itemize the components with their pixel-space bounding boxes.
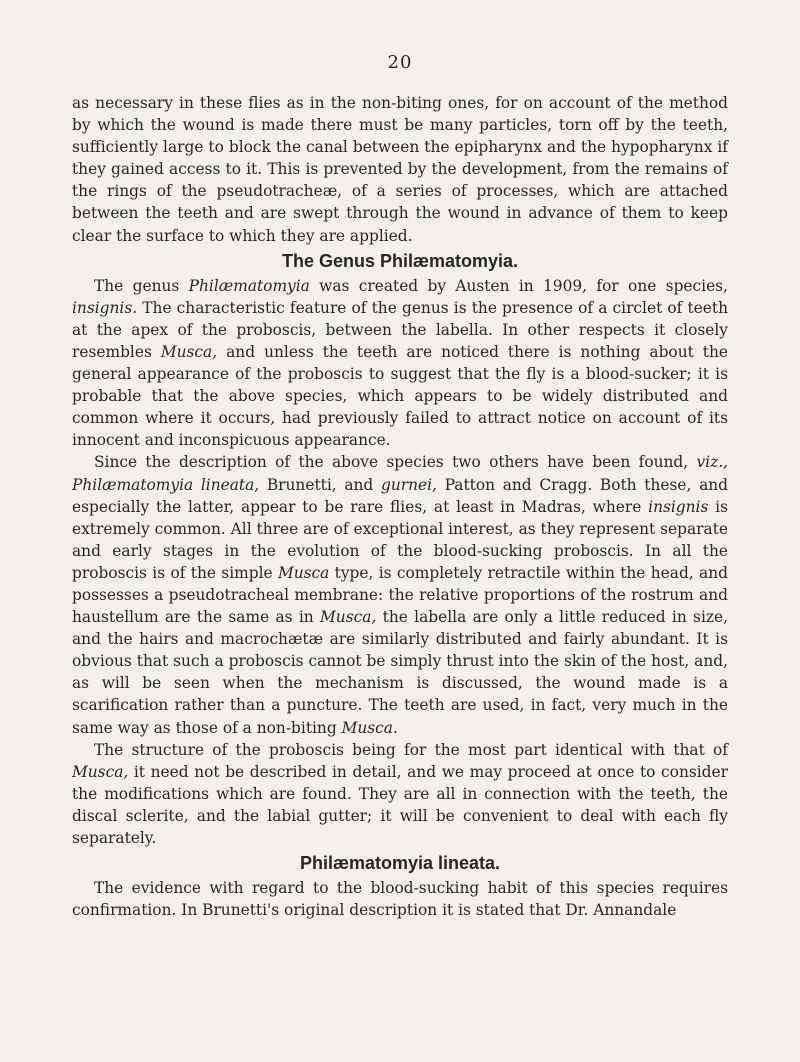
italic-genus-name: Musca,	[160, 342, 218, 361]
text-run: and unless the teeth are noticed there is nothing about the general appearance of the proboscis to suggest that the fly is a blood-sucker; it is probable that the above species, which appears to be widely distributed and common where it occurs, had previously failed to attract notice on account of its innocent and inconspicuous appearance.	[72, 342, 728, 450]
italic-genus-name: Musca.	[341, 718, 398, 737]
italic-species-name: insignis.	[72, 298, 138, 317]
text-run: Patton and Cragg. Both these, and especially the latter, appear to be rare flies, at least in Madras, where	[72, 475, 729, 516]
italic-genus-name: Philæmatomyia	[188, 276, 310, 295]
italic-genus-name: Musca,	[320, 608, 377, 627]
paragraph-continued: as necessary in these flies as in the non-biting ones, for on account of the method by which the wound is made there must be many particles, torn off by the teeth, sufficiently large to block the canal between the epipharynx and the hypopharynx if they gained access to it. This is prevented by the development, from the remains of the rings of the pseudotracheæ, of a series of processes, which are attached between the teeth and are swept through the wound in advance of them to keep clear the surface to which they are applied.	[72, 94, 728, 245]
paragraph-structure	[72, 739, 728, 849]
italic-species-name: insignis	[648, 497, 709, 516]
body-text	[72, 92, 728, 921]
text-run: is extremely common. All three are of exceptional interest, as they represent separate and early stages in the evolution of the blood-sucking proboscis. In all the proboscis is of the simple	[72, 497, 729, 582]
italic-species-name: Philæmatomyia lineata,	[72, 475, 260, 494]
paragraph-genus-intro	[72, 275, 728, 452]
italic-species-name: gurnei,	[380, 475, 437, 494]
text-run: The genus	[94, 276, 189, 295]
text-run: The characteristic feature of the genus is the presence of a circlet of teeth at the apex of the proboscis, between the labella. In other respects it closely resembles	[72, 298, 728, 361]
paragraph-lineata: The evidence with regard to the blood-sucking habit of this species requires confirmation. In Brunetti's original description it is stated that Dr. Annandale	[72, 879, 728, 920]
section-heading-genus: The Genus Philæmatomyia.	[281, 250, 519, 271]
italic-genus-name: Musca,	[72, 762, 129, 781]
text-run: Since the description of the above species two others have been found,	[94, 453, 697, 472]
paragraph-other-species	[72, 451, 728, 738]
text-run: it need not be described in detail, and we may proceed at once to consider the modifications which are found. They are all in connection with the teeth, the discal sclerite, and the labial gutter; it will be convenient to deal with each fly separately.	[72, 762, 728, 847]
italic-abbreviation: viz.,	[696, 453, 728, 472]
section-heading-lineata: Philæmatomyia lineata.	[299, 853, 501, 874]
text-run: The structure of the proboscis being for the most part identical with that of	[94, 740, 728, 759]
page-number: 20	[387, 52, 413, 73]
italic-genus-name: Musca	[277, 563, 330, 582]
text-run: Brunetti, and	[259, 475, 381, 494]
text-run: the labella are only a little reduced in size, and the hairs and macrochætæ are similarly distributed and fairly abundant. It is obvious that such a proboscis cannot be simply thrust into the skin of the host, and, as will be seen when the mechanism is discussed, the wound made is a scarification rather than a puncture. The teeth are used, in fact, very much in the same way as those of a non-biting	[72, 608, 728, 737]
text-run: was created by Austen in 1909, for one species,	[309, 276, 728, 295]
text-run: type, is completely retractile within the head, and possesses a pseudotracheal membrane: the relative proportions of the rostrum and haustellum are the same as in	[72, 563, 728, 627]
